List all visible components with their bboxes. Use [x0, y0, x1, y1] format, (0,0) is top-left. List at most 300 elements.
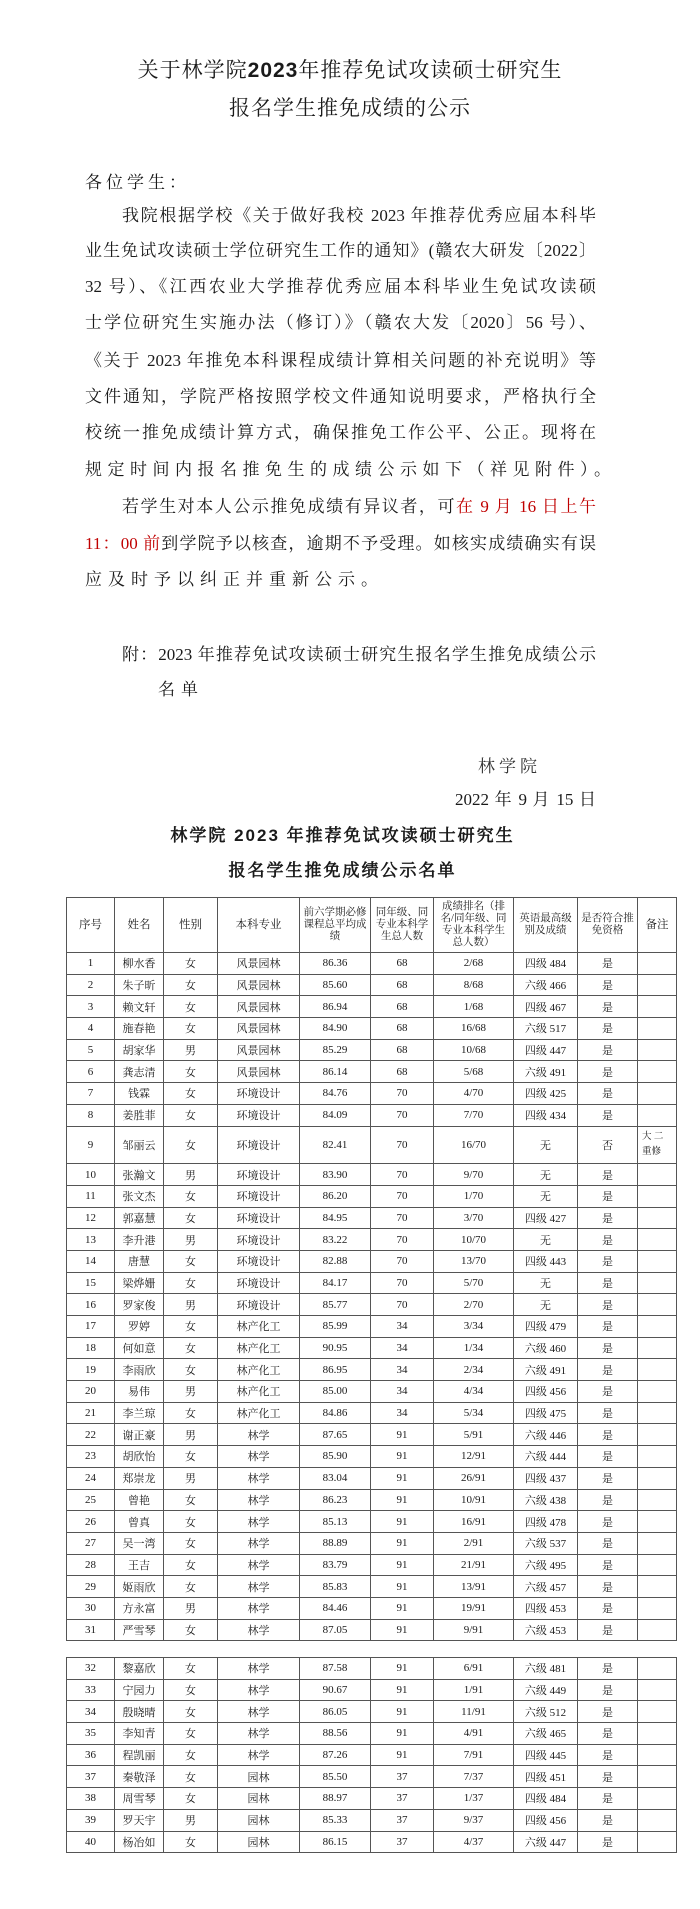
cell-major: 环境设计 — [218, 1272, 300, 1294]
cell-gender: 女 — [164, 1316, 218, 1338]
cell-eligible: 是 — [578, 1316, 638, 1338]
cell-gender: 女 — [164, 1272, 218, 1294]
table-row — [67, 1250, 677, 1272]
cell-english-level: 六级 457 — [514, 1576, 578, 1598]
cell-eligible: 是 — [578, 1294, 638, 1316]
cell-rank: 1/37 — [434, 1788, 514, 1810]
cell-class-size: 37 — [371, 1831, 434, 1853]
cell-gender: 女 — [164, 1104, 218, 1126]
cell-class-size: 68 — [371, 1061, 434, 1083]
cell-name: 施春艳 — [115, 1018, 164, 1040]
cell-eligible: 是 — [578, 1597, 638, 1619]
cell-rank: 1/34 — [434, 1337, 514, 1359]
cell-gender: 男 — [164, 1809, 218, 1831]
cell-major: 风景园林 — [218, 974, 300, 996]
cell-rank: 2/91 — [434, 1532, 514, 1554]
cell-major: 林学 — [218, 1723, 300, 1745]
cell-english-level: 无 — [514, 1164, 578, 1186]
cell-remark — [638, 1597, 677, 1619]
table-row — [67, 1294, 677, 1316]
cell-index: 24 — [67, 1467, 115, 1489]
cell-name: 方永富 — [115, 1597, 164, 1619]
cell-eligible: 是 — [578, 1658, 638, 1680]
column-header-name: 姓名 — [115, 898, 164, 953]
cell-english-level: 四级 447 — [514, 1039, 578, 1061]
cell-eligible: 是 — [578, 1467, 638, 1489]
paragraph-line: 《关于 2023 年推免本科课程成绩计算相关问题的补充说明》等 — [85, 351, 596, 370]
cell-eligible: 是 — [578, 1104, 638, 1126]
cell-eligible: 是 — [578, 1554, 638, 1576]
cell-remark — [638, 1679, 677, 1701]
cell-name: 罗天宇 — [115, 1809, 164, 1831]
paragraph-line: 32 号）、《江西农业大学推荐优秀应届本科毕业生免试攻读硕 — [85, 277, 596, 296]
cell-major: 环境设计 — [218, 1294, 300, 1316]
cell-gender: 女 — [164, 1446, 218, 1468]
cell-gender: 女 — [164, 953, 218, 975]
cell-gender: 女 — [164, 1250, 218, 1272]
cell-index: 19 — [67, 1359, 115, 1381]
cell-gender: 男 — [164, 1164, 218, 1186]
cell-average-score: 84.09 — [300, 1104, 371, 1126]
cell-gender: 女 — [164, 1207, 218, 1229]
cell-major: 园林 — [218, 1766, 300, 1788]
cell-major: 林学 — [218, 1679, 300, 1701]
cell-english-level: 六级 512 — [514, 1701, 578, 1723]
cell-index: 6 — [67, 1061, 115, 1083]
cell-eligible: 是 — [578, 1532, 638, 1554]
cell-rank: 16/91 — [434, 1511, 514, 1533]
cell-index: 23 — [67, 1446, 115, 1468]
cell-name: 柳水香 — [115, 953, 164, 975]
table-row — [67, 1229, 677, 1251]
cell-eligible: 是 — [578, 1831, 638, 1853]
cell-eligible: 是 — [578, 974, 638, 996]
cell-class-size: 70 — [371, 1126, 434, 1164]
cell-gender: 女 — [164, 1788, 218, 1810]
paragraph-line: 业生免试攻读硕士学位研究生工作的通知》(赣农大研发〔2022〕 — [85, 241, 596, 260]
column-header-rank: 成绩排名（排名/同年级、同专业本科学生总人数） — [434, 898, 514, 953]
table-row — [67, 1402, 677, 1424]
cell-major: 林产化工 — [218, 1316, 300, 1338]
cell-name: 邹丽云 — [115, 1126, 164, 1164]
cell-english-level: 四级 445 — [514, 1744, 578, 1766]
cell-major: 环境设计 — [218, 1207, 300, 1229]
cell-name: 胡家华 — [115, 1039, 164, 1061]
cell-remark — [638, 1788, 677, 1810]
cell-major: 环境设计 — [218, 1185, 300, 1207]
cell-name: 曾艳 — [115, 1489, 164, 1511]
cell-class-size: 34 — [371, 1402, 434, 1424]
cell-name: 钱霖 — [115, 1083, 164, 1105]
table-row — [67, 1831, 677, 1853]
cell-rank: 7/91 — [434, 1744, 514, 1766]
cell-eligible: 是 — [578, 1018, 638, 1040]
cell-index: 4 — [67, 1018, 115, 1040]
cell-name: 姬雨欣 — [115, 1576, 164, 1598]
cell-average-score: 86.23 — [300, 1489, 371, 1511]
cell-name: 罗家俊 — [115, 1294, 164, 1316]
cell-average-score: 83.79 — [300, 1554, 371, 1576]
column-header-major: 本科专业 — [218, 898, 300, 953]
cell-index: 15 — [67, 1272, 115, 1294]
scores-table — [66, 897, 677, 1641]
cell-average-score: 83.22 — [300, 1229, 371, 1251]
table-row — [67, 1337, 677, 1359]
cell-gender: 女 — [164, 1337, 218, 1359]
cell-average-score: 90.95 — [300, 1337, 371, 1359]
cell-gender: 女 — [164, 1766, 218, 1788]
cell-major: 环境设计 — [218, 1104, 300, 1126]
cell-english-level: 四级 437 — [514, 1467, 578, 1489]
table-title-line2: 报名学生推免成绩公示名单 — [228, 861, 457, 880]
cell-english-level: 四级 427 — [514, 1207, 578, 1229]
cell-remark — [638, 1294, 677, 1316]
cell-rank: 11/91 — [434, 1701, 514, 1723]
cell-rank: 2/68 — [434, 953, 514, 975]
cell-index: 16 — [67, 1294, 115, 1316]
paragraph-line: 规定时间内报名推免生的成绩公示如下（祥见附件）。 — [85, 460, 617, 479]
cell-rank: 3/70 — [434, 1207, 514, 1229]
cell-rank: 4/37 — [434, 1831, 514, 1853]
cell-rank: 6/91 — [434, 1658, 514, 1680]
scores-table-continued — [66, 1657, 677, 1853]
cell-eligible: 是 — [578, 1207, 638, 1229]
cell-major: 环境设计 — [218, 1164, 300, 1186]
cell-name: 李雨欣 — [115, 1359, 164, 1381]
cell-average-score: 84.95 — [300, 1207, 371, 1229]
cell-remark — [638, 1402, 677, 1424]
cell-rank: 5/34 — [434, 1402, 514, 1424]
column-header-gender: 性别 — [164, 898, 218, 953]
cell-remark — [638, 1554, 677, 1576]
cell-name: 程凯丽 — [115, 1744, 164, 1766]
cell-gender: 女 — [164, 1576, 218, 1598]
cell-average-score: 86.05 — [300, 1701, 371, 1723]
table-row — [67, 1424, 677, 1446]
cell-class-size: 91 — [371, 1597, 434, 1619]
cell-gender: 女 — [164, 1619, 218, 1641]
cell-class-size: 70 — [371, 1272, 434, 1294]
cell-gender: 女 — [164, 1126, 218, 1164]
cell-class-size: 37 — [371, 1766, 434, 1788]
cell-name: 罗婷 — [115, 1316, 164, 1338]
table-row — [67, 1185, 677, 1207]
cell-gender: 女 — [164, 974, 218, 996]
cell-remark — [638, 1061, 677, 1083]
cell-eligible: 是 — [578, 1164, 638, 1186]
cell-class-size: 91 — [371, 1467, 434, 1489]
cell-remark — [638, 1018, 677, 1040]
cell-average-score: 85.13 — [300, 1511, 371, 1533]
cell-average-score: 83.90 — [300, 1164, 371, 1186]
cell-index: 12 — [67, 1207, 115, 1229]
cell-gender: 女 — [164, 1701, 218, 1723]
cell-rank: 1/70 — [434, 1185, 514, 1207]
table-row — [67, 1446, 677, 1468]
cell-remark — [638, 1723, 677, 1745]
cell-gender: 男 — [164, 1381, 218, 1403]
cell-major: 园林 — [218, 1788, 300, 1810]
cell-average-score: 88.56 — [300, 1723, 371, 1745]
cell-gender: 女 — [164, 1185, 218, 1207]
cell-class-size: 70 — [371, 1207, 434, 1229]
cell-rank: 10/68 — [434, 1039, 514, 1061]
cell-gender: 女 — [164, 1061, 218, 1083]
cell-name: 曾真 — [115, 1511, 164, 1533]
cell-class-size: 91 — [371, 1576, 434, 1598]
table-row — [67, 1619, 677, 1641]
cell-average-score: 86.95 — [300, 1359, 371, 1381]
cell-average-score: 86.36 — [300, 953, 371, 975]
cell-gender: 女 — [164, 1083, 218, 1105]
table-row — [67, 1126, 677, 1164]
table-row — [67, 1554, 677, 1576]
cell-english-level: 四级 453 — [514, 1597, 578, 1619]
cell-remark — [638, 1446, 677, 1468]
cell-name: 张文杰 — [115, 1185, 164, 1207]
cell-average-score: 86.14 — [300, 1061, 371, 1083]
cell-class-size: 91 — [371, 1723, 434, 1745]
cell-remark — [638, 1701, 677, 1723]
cell-average-score: 85.77 — [300, 1294, 371, 1316]
cell-class-size: 70 — [371, 1229, 434, 1251]
cell-gender: 女 — [164, 1359, 218, 1381]
cell-average-score: 86.94 — [300, 996, 371, 1018]
cell-eligible: 是 — [578, 953, 638, 975]
cell-name: 郭嘉慧 — [115, 1207, 164, 1229]
cell-index: 31 — [67, 1619, 115, 1641]
cell-class-size: 70 — [371, 1083, 434, 1105]
cell-english-level: 六级 460 — [514, 1337, 578, 1359]
paragraph-line: 士学位研究生实施办法（修订）》（赣农大发〔2020〕56 号）、 — [85, 313, 596, 332]
cell-average-score: 85.00 — [300, 1381, 371, 1403]
cell-remark — [638, 953, 677, 975]
cell-eligible: 是 — [578, 1809, 638, 1831]
cell-average-score: 84.76 — [300, 1083, 371, 1105]
cell-remark — [638, 1489, 677, 1511]
cell-english-level: 四级 425 — [514, 1083, 578, 1105]
cell-name: 殷晓晴 — [115, 1701, 164, 1723]
cell-remark — [638, 1272, 677, 1294]
cell-remark — [638, 1424, 677, 1446]
cell-name: 张瀚文 — [115, 1164, 164, 1186]
table-row — [67, 1766, 677, 1788]
cell-english-level: 四级 478 — [514, 1511, 578, 1533]
cell-remark — [638, 1229, 677, 1251]
cell-gender: 女 — [164, 1744, 218, 1766]
cell-name: 谢正豪 — [115, 1424, 164, 1446]
cell-gender: 男 — [164, 1424, 218, 1446]
cell-major: 林学 — [218, 1744, 300, 1766]
cell-class-size: 68 — [371, 1018, 434, 1040]
cell-eligible: 是 — [578, 1424, 638, 1446]
cell-english-level: 四级 475 — [514, 1402, 578, 1424]
column-header-index: 序号 — [67, 898, 115, 953]
cell-major: 环境设计 — [218, 1126, 300, 1164]
cell-english-level: 无 — [514, 1229, 578, 1251]
cell-rank: 9/37 — [434, 1809, 514, 1831]
cell-index: 1 — [67, 953, 115, 975]
cell-remark — [638, 1532, 677, 1554]
cell-eligible: 是 — [578, 1359, 638, 1381]
table-row — [67, 1489, 677, 1511]
cell-rank: 10/70 — [434, 1229, 514, 1251]
cell-average-score: 84.90 — [300, 1018, 371, 1040]
cell-index: 21 — [67, 1402, 115, 1424]
cell-name: 李兰琼 — [115, 1402, 164, 1424]
cell-rank: 5/91 — [434, 1424, 514, 1446]
cell-index: 36 — [67, 1744, 115, 1766]
cell-english-level: 六级 537 — [514, 1532, 578, 1554]
cell-index: 40 — [67, 1831, 115, 1853]
cell-english-level: 六级 481 — [514, 1658, 578, 1680]
table-row — [67, 1809, 677, 1831]
cell-average-score: 84.17 — [300, 1272, 371, 1294]
cell-class-size: 70 — [371, 1104, 434, 1126]
cell-class-size: 91 — [371, 1532, 434, 1554]
cell-major: 林产化工 — [218, 1359, 300, 1381]
cell-average-score: 87.26 — [300, 1744, 371, 1766]
cell-rank: 2/34 — [434, 1359, 514, 1381]
cell-english-level: 六级 447 — [514, 1831, 578, 1853]
cell-remark — [638, 1809, 677, 1831]
cell-remark — [638, 974, 677, 996]
cell-name: 易伟 — [115, 1381, 164, 1403]
cell-gender: 女 — [164, 1831, 218, 1853]
cell-name: 秦敬泽 — [115, 1766, 164, 1788]
cell-name: 赖文轩 — [115, 996, 164, 1018]
cell-average-score: 88.89 — [300, 1532, 371, 1554]
cell-english-level: 无 — [514, 1272, 578, 1294]
cell-gender: 男 — [164, 1294, 218, 1316]
cell-english-level: 六级 495 — [514, 1554, 578, 1576]
cell-class-size: 70 — [371, 1185, 434, 1207]
cell-gender: 女 — [164, 1723, 218, 1745]
cell-index: 33 — [67, 1679, 115, 1701]
cell-major: 林学 — [218, 1701, 300, 1723]
cell-remark — [638, 1744, 677, 1766]
cell-english-level: 四级 479 — [514, 1316, 578, 1338]
table-header-row — [67, 898, 677, 953]
cell-name: 吴一湾 — [115, 1532, 164, 1554]
cell-remark — [638, 1766, 677, 1788]
cell-eligible: 否 — [578, 1126, 638, 1164]
cell-major: 环境设计 — [218, 1083, 300, 1105]
cell-name: 胡欣怡 — [115, 1446, 164, 1468]
cell-index: 37 — [67, 1766, 115, 1788]
cell-gender: 男 — [164, 1229, 218, 1251]
table-row — [67, 1359, 677, 1381]
cell-rank: 12/91 — [434, 1446, 514, 1468]
cell-index: 5 — [67, 1039, 115, 1061]
cell-rank: 4/34 — [434, 1381, 514, 1403]
cell-name: 李升港 — [115, 1229, 164, 1251]
cell-remark — [638, 1207, 677, 1229]
cell-name: 梁烨姗 — [115, 1272, 164, 1294]
cell-english-level: 四级 467 — [514, 996, 578, 1018]
cell-name: 李知青 — [115, 1723, 164, 1745]
cell-class-size: 34 — [371, 1337, 434, 1359]
cell-average-score: 83.04 — [300, 1467, 371, 1489]
cell-class-size: 70 — [371, 1250, 434, 1272]
cell-remark — [638, 1083, 677, 1105]
cell-index: 14 — [67, 1250, 115, 1272]
cell-name: 姜胜菲 — [115, 1104, 164, 1126]
cell-eligible: 是 — [578, 1723, 638, 1745]
cell-average-score: 87.05 — [300, 1619, 371, 1641]
cell-eligible: 是 — [578, 1402, 638, 1424]
cell-eligible: 是 — [578, 1381, 638, 1403]
table-row — [67, 1207, 677, 1229]
cell-major: 风景园林 — [218, 996, 300, 1018]
attachment-line1: 附：2023 年推荐免试攻读硕士研究生报名学生推免成绩公示 — [122, 645, 596, 664]
cell-eligible: 是 — [578, 1272, 638, 1294]
cell-gender: 女 — [164, 996, 218, 1018]
cell-eligible: 是 — [578, 1083, 638, 1105]
cell-remark — [638, 996, 677, 1018]
cell-rank: 9/91 — [434, 1619, 514, 1641]
table-row — [67, 1164, 677, 1186]
cell-eligible: 是 — [578, 1489, 638, 1511]
cell-name: 严雪琴 — [115, 1619, 164, 1641]
cell-major: 林学 — [218, 1597, 300, 1619]
cell-major: 风景园林 — [218, 1061, 300, 1083]
table-row — [67, 1744, 677, 1766]
table-row — [67, 1576, 677, 1598]
table-row — [67, 1788, 677, 1810]
cell-major: 林产化工 — [218, 1381, 300, 1403]
cell-rank: 8/68 — [434, 974, 514, 996]
table-row — [67, 1658, 677, 1680]
cell-rank: 7/37 — [434, 1766, 514, 1788]
date: 2022 年 9 月 15 日 — [455, 790, 596, 809]
cell-rank: 4/91 — [434, 1723, 514, 1745]
cell-average-score: 82.41 — [300, 1126, 371, 1164]
cell-eligible: 是 — [578, 1229, 638, 1251]
cell-remark — [638, 1359, 677, 1381]
paragraph-line: 校统一推免成绩计算方式，确保推免工作公平、公正。现将在 — [85, 423, 596, 442]
cell-class-size: 91 — [371, 1701, 434, 1723]
cell-name: 王吉 — [115, 1554, 164, 1576]
cell-major: 林学 — [218, 1511, 300, 1533]
table-row — [67, 1104, 677, 1126]
cell-major: 林学 — [218, 1619, 300, 1641]
notice-paragraph-2-line2: 11：00 前到学院予以核查，逾期不予受理。如核实成绩确实有误 — [85, 534, 597, 553]
cell-class-size: 34 — [371, 1381, 434, 1403]
cell-index: 32 — [67, 1658, 115, 1680]
cell-index: 26 — [67, 1511, 115, 1533]
cell-rank: 5/68 — [434, 1061, 514, 1083]
cell-english-level: 四级 451 — [514, 1766, 578, 1788]
cell-english-level: 四级 443 — [514, 1250, 578, 1272]
cell-index: 10 — [67, 1164, 115, 1186]
cell-rank: 19/91 — [434, 1597, 514, 1619]
table-row — [67, 1039, 677, 1061]
cell-major: 林学 — [218, 1446, 300, 1468]
cell-class-size: 91 — [371, 1619, 434, 1641]
cell-major: 风景园林 — [218, 1039, 300, 1061]
cell-rank: 2/70 — [434, 1294, 514, 1316]
cell-index: 30 — [67, 1597, 115, 1619]
notice-title-line1: 关于林学院2023年推荐免试攻读硕士研究生 — [137, 59, 563, 82]
cell-name: 唐慧 — [115, 1250, 164, 1272]
cell-rank: 21/91 — [434, 1554, 514, 1576]
cell-rank: 16/70 — [434, 1126, 514, 1164]
cell-gender: 女 — [164, 1532, 218, 1554]
cell-average-score: 85.99 — [300, 1316, 371, 1338]
cell-class-size: 68 — [371, 953, 434, 975]
cell-gender: 女 — [164, 1554, 218, 1576]
